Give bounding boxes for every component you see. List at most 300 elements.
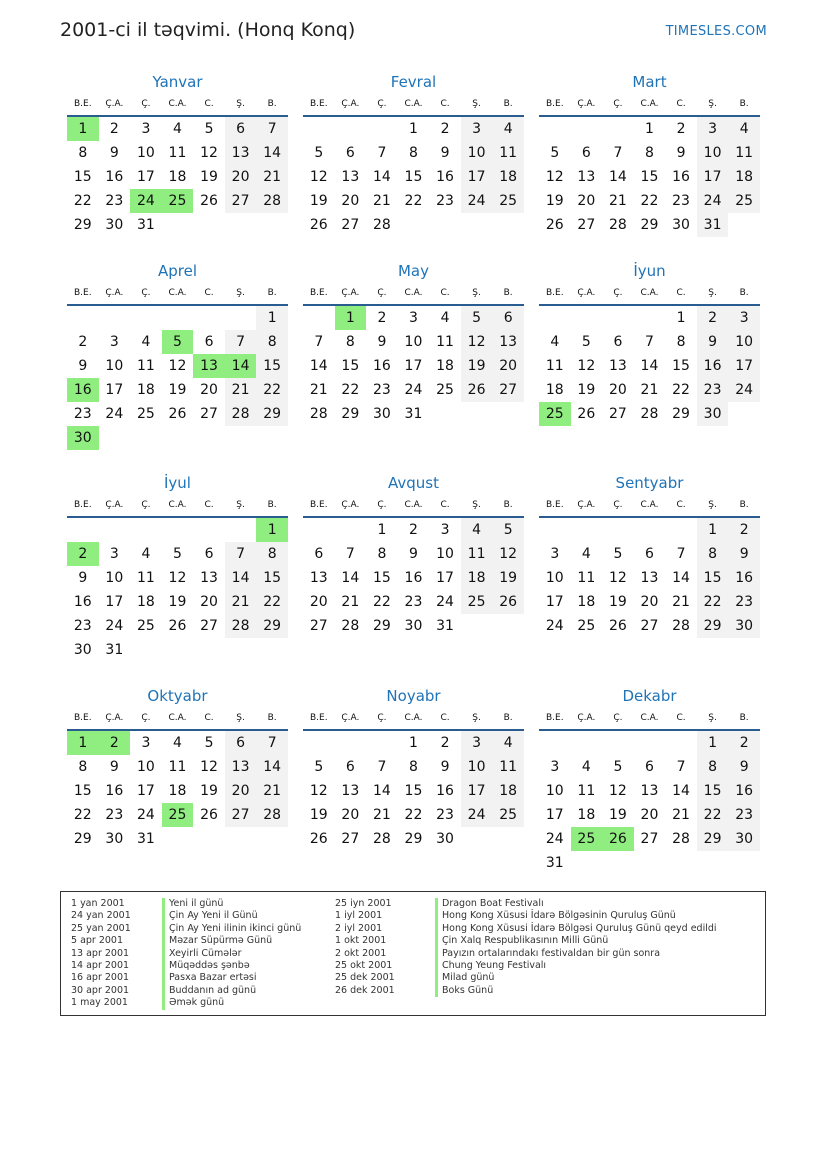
day-cell[interactable]: 18 (577, 594, 596, 610)
day-cell[interactable]: 14 (608, 169, 627, 185)
day-cell[interactable]: 4 (728, 117, 760, 141)
day-cell[interactable]: 11 (545, 358, 564, 374)
day-cell[interactable]: 26 (200, 807, 218, 823)
day-cell[interactable]: 7 (377, 145, 387, 161)
day-cell[interactable]: 19 (608, 807, 627, 823)
day-cell[interactable]: 15 (73, 783, 92, 799)
day-cell[interactable]: 29 (404, 831, 423, 847)
day-cell[interactable]: 23 (697, 378, 729, 402)
day-cell[interactable]: 7 (645, 334, 654, 350)
day-cell[interactable]: 26 (608, 618, 627, 634)
day-cell[interactable]: 2 (676, 121, 686, 137)
day-cell[interactable]: 5 (613, 546, 623, 562)
day-cell[interactable]: 19 (200, 783, 218, 799)
day-cell[interactable]: 22 (73, 193, 92, 209)
day-cell[interactable]: 20 (225, 165, 257, 189)
day-cell[interactable]: 9 (377, 334, 387, 350)
day-cell[interactable]: 3 (409, 310, 418, 326)
day-cell[interactable]: 28 (256, 189, 288, 213)
day-cell[interactable]: 24 (545, 618, 564, 634)
day-cell[interactable]: 6 (492, 306, 524, 330)
day-cell[interactable]: 30 (436, 831, 454, 847)
day-cell[interactable]: 3 (461, 731, 493, 755)
holiday-day-cell[interactable]: 25 (571, 827, 603, 851)
day-cell[interactable]: 30 (728, 614, 760, 638)
day-cell[interactable]: 2 (409, 522, 418, 538)
day-cell[interactable]: 20 (341, 193, 360, 209)
day-cell[interactable]: 15 (73, 169, 92, 185)
day-cell[interactable]: 1 (697, 518, 729, 542)
day-cell[interactable]: 30 (105, 217, 124, 233)
day-cell[interactable]: 25 (728, 189, 760, 213)
holiday-day-cell[interactable]: 2 (99, 731, 131, 755)
day-cell[interactable]: 16 (728, 779, 760, 803)
day-cell[interactable]: 7 (613, 145, 623, 161)
day-cell[interactable]: 1 (409, 735, 418, 751)
day-cell[interactable]: 8 (697, 755, 729, 779)
day-cell[interactable]: 20 (640, 594, 659, 610)
day-cell[interactable]: 13 (225, 755, 257, 779)
day-cell[interactable]: 2 (78, 334, 88, 350)
day-cell[interactable]: 14 (341, 570, 360, 586)
day-cell[interactable]: 29 (341, 406, 360, 422)
day-cell[interactable]: 20 (577, 193, 596, 209)
day-cell[interactable]: 26 (577, 406, 596, 422)
day-cell[interactable]: 2 (109, 121, 119, 137)
day-cell[interactable]: 23 (73, 618, 92, 634)
day-cell[interactable]: 31 (105, 642, 124, 658)
day-cell[interactable]: 12 (309, 783, 328, 799)
day-cell[interactable]: 31 (136, 831, 155, 847)
day-cell[interactable]: 26 (168, 618, 187, 634)
day-cell[interactable]: 6 (225, 731, 257, 755)
day-cell[interactable]: 10 (545, 783, 564, 799)
day-cell[interactable]: 15 (640, 169, 659, 185)
holiday-day-cell[interactable]: 24 (130, 189, 162, 213)
day-cell[interactable]: 19 (168, 594, 187, 610)
day-cell[interactable]: 28 (309, 406, 328, 422)
day-cell[interactable]: 13 (309, 570, 328, 586)
day-cell[interactable]: 19 (492, 566, 524, 590)
day-cell[interactable]: 12 (168, 358, 187, 374)
day-cell[interactable]: 17 (697, 165, 729, 189)
day-cell[interactable]: 9 (728, 755, 760, 779)
day-cell[interactable]: 19 (309, 193, 328, 209)
day-cell[interactable]: 11 (577, 783, 596, 799)
day-cell[interactable]: 29 (640, 217, 659, 233)
day-cell[interactable]: 14 (672, 570, 690, 586)
day-cell[interactable]: 16 (372, 358, 391, 374)
day-cell[interactable]: 2 (728, 731, 760, 755)
day-cell[interactable]: 13 (341, 783, 360, 799)
day-cell[interactable]: 3 (141, 121, 151, 137)
day-cell[interactable]: 20 (608, 382, 627, 398)
day-cell[interactable]: 13 (225, 141, 257, 165)
day-cell[interactable]: 17 (461, 165, 493, 189)
day-cell[interactable]: 23 (436, 193, 454, 209)
day-cell[interactable]: 9 (676, 145, 686, 161)
day-cell[interactable]: 8 (345, 334, 355, 350)
day-cell[interactable]: 27 (640, 831, 659, 847)
day-cell[interactable]: 19 (545, 193, 564, 209)
day-cell[interactable]: 23 (672, 193, 690, 209)
day-cell[interactable]: 28 (672, 831, 690, 847)
day-cell[interactable]: 4 (440, 310, 450, 326)
day-cell[interactable]: 15 (697, 566, 729, 590)
day-cell[interactable]: 3 (697, 117, 729, 141)
day-cell[interactable]: 6 (345, 759, 355, 775)
day-cell[interactable]: 22 (404, 193, 423, 209)
day-cell[interactable]: 24 (105, 618, 124, 634)
day-cell[interactable]: 22 (73, 807, 92, 823)
day-cell[interactable]: 14 (256, 755, 288, 779)
day-cell[interactable]: 23 (73, 406, 92, 422)
day-cell[interactable]: 13 (608, 358, 627, 374)
day-cell[interactable]: 10 (136, 145, 155, 161)
day-cell[interactable]: 21 (672, 807, 690, 823)
day-cell[interactable]: 30 (73, 642, 92, 658)
day-cell[interactable]: 12 (200, 759, 218, 775)
day-cell[interactable]: 9 (109, 145, 119, 161)
holiday-day-cell[interactable]: 25 (162, 803, 194, 827)
day-cell[interactable]: 23 (105, 193, 124, 209)
day-cell[interactable]: 25 (436, 382, 454, 398)
day-cell[interactable]: 1 (256, 306, 288, 330)
day-cell[interactable]: 21 (372, 193, 391, 209)
day-cell[interactable]: 24 (728, 378, 760, 402)
day-cell[interactable]: 3 (550, 759, 560, 775)
day-cell[interactable]: 6 (204, 334, 214, 350)
day-cell[interactable]: 14 (372, 783, 391, 799)
day-cell[interactable]: 28 (640, 406, 659, 422)
day-cell[interactable]: 17 (404, 358, 423, 374)
day-cell[interactable]: 8 (256, 330, 288, 354)
day-cell[interactable]: 4 (461, 518, 493, 542)
day-cell[interactable]: 9 (697, 330, 729, 354)
day-cell[interactable]: 22 (256, 378, 288, 402)
day-cell[interactable]: 5 (204, 121, 214, 137)
day-cell[interactable]: 28 (341, 618, 360, 634)
day-cell[interactable]: 19 (608, 594, 627, 610)
day-cell[interactable]: 3 (461, 117, 493, 141)
day-cell[interactable]: 9 (728, 542, 760, 566)
day-cell[interactable]: 27 (200, 618, 218, 634)
day-cell[interactable]: 23 (728, 590, 760, 614)
day-cell[interactable]: 2 (440, 121, 450, 137)
day-cell[interactable]: 6 (613, 334, 623, 350)
day-cell[interactable]: 14 (640, 358, 659, 374)
day-cell[interactable]: 15 (341, 358, 360, 374)
day-cell[interactable]: 19 (200, 169, 218, 185)
day-cell[interactable]: 9 (78, 358, 88, 374)
day-cell[interactable]: 31 (136, 217, 155, 233)
day-cell[interactable]: 20 (341, 807, 360, 823)
day-cell[interactable]: 17 (105, 382, 124, 398)
day-cell[interactable]: 9 (440, 759, 450, 775)
day-cell[interactable]: 20 (309, 594, 328, 610)
day-cell[interactable]: 16 (105, 783, 124, 799)
day-cell[interactable]: 6 (314, 546, 324, 562)
day-cell[interactable]: 21 (640, 382, 659, 398)
day-cell[interactable]: 24 (404, 382, 423, 398)
day-cell[interactable]: 11 (461, 542, 493, 566)
day-cell[interactable]: 11 (168, 145, 187, 161)
day-cell[interactable]: 21 (256, 165, 288, 189)
day-cell[interactable]: 3 (728, 306, 760, 330)
day-cell[interactable]: 27 (640, 618, 659, 634)
day-cell[interactable]: 30 (372, 406, 391, 422)
day-cell[interactable]: 8 (409, 145, 418, 161)
day-cell[interactable]: 5 (581, 334, 591, 350)
day-cell[interactable]: 24 (697, 189, 729, 213)
day-cell[interactable]: 15 (404, 169, 423, 185)
day-cell[interactable]: 1 (377, 522, 387, 538)
day-cell[interactable]: 4 (173, 735, 182, 751)
day-cell[interactable]: 10 (136, 759, 155, 775)
day-cell[interactable]: 3 (550, 546, 560, 562)
day-cell[interactable]: 21 (256, 779, 288, 803)
holiday-day-cell[interactable]: 1 (67, 731, 99, 755)
day-cell[interactable]: 18 (436, 358, 454, 374)
day-cell[interactable]: 16 (697, 354, 729, 378)
day-cell[interactable]: 11 (136, 570, 155, 586)
day-cell[interactable]: 18 (461, 566, 493, 590)
day-cell[interactable]: 3 (109, 334, 119, 350)
day-cell[interactable]: 27 (341, 217, 360, 233)
day-cell[interactable]: 7 (225, 330, 257, 354)
day-cell[interactable]: 18 (168, 783, 187, 799)
day-cell[interactable]: 8 (377, 546, 387, 562)
day-cell[interactable]: 4 (581, 759, 591, 775)
day-cell[interactable]: 17 (461, 779, 493, 803)
day-cell[interactable]: 15 (404, 783, 423, 799)
day-cell[interactable]: 7 (256, 117, 288, 141)
day-cell[interactable]: 18 (168, 169, 187, 185)
day-cell[interactable]: 26 (309, 217, 328, 233)
day-cell[interactable]: 4 (492, 117, 524, 141)
day-cell[interactable]: 30 (697, 402, 729, 426)
day-cell[interactable]: 6 (645, 546, 654, 562)
day-cell[interactable]: 24 (461, 189, 493, 213)
day-cell[interactable]: 5 (314, 759, 324, 775)
day-cell[interactable]: 18 (136, 382, 155, 398)
day-cell[interactable]: 11 (492, 141, 524, 165)
day-cell[interactable]: 21 (225, 378, 257, 402)
day-cell[interactable]: 22 (640, 193, 659, 209)
day-cell[interactable]: 15 (256, 566, 288, 590)
holiday-day-cell[interactable]: 13 (193, 354, 225, 378)
day-cell[interactable]: 16 (436, 169, 454, 185)
day-cell[interactable]: 1 (697, 731, 729, 755)
day-cell[interactable]: 29 (256, 614, 288, 638)
day-cell[interactable]: 27 (608, 406, 627, 422)
day-cell[interactable]: 18 (577, 807, 596, 823)
holiday-day-cell[interactable]: 1 (335, 306, 367, 330)
day-cell[interactable]: 25 (136, 406, 155, 422)
day-cell[interactable]: 10 (105, 570, 124, 586)
day-cell[interactable]: 12 (608, 783, 627, 799)
day-cell[interactable]: 7 (256, 731, 288, 755)
day-cell[interactable]: 19 (168, 382, 187, 398)
day-cell[interactable]: 6 (204, 546, 214, 562)
day-cell[interactable]: 6 (645, 759, 654, 775)
day-cell[interactable]: 7 (225, 542, 257, 566)
day-cell[interactable]: 7 (676, 546, 686, 562)
day-cell[interactable]: 29 (73, 831, 92, 847)
day-cell[interactable]: 28 (225, 614, 257, 638)
day-cell[interactable]: 21 (372, 807, 391, 823)
day-cell[interactable]: 20 (200, 382, 218, 398)
day-cell[interactable]: 6 (345, 145, 355, 161)
day-cell[interactable]: 7 (676, 759, 686, 775)
day-cell[interactable]: 14 (672, 783, 690, 799)
day-cell[interactable]: 2 (728, 518, 760, 542)
holiday-day-cell[interactable]: 30 (67, 426, 99, 450)
day-cell[interactable]: 7 (345, 546, 355, 562)
day-cell[interactable]: 27 (225, 803, 257, 827)
day-cell[interactable]: 8 (409, 759, 418, 775)
day-cell[interactable]: 24 (136, 807, 155, 823)
day-cell[interactable]: 28 (256, 803, 288, 827)
day-cell[interactable]: 28 (372, 217, 391, 233)
day-cell[interactable]: 10 (404, 334, 423, 350)
day-cell[interactable]: 1 (409, 121, 418, 137)
holiday-day-cell[interactable]: 1 (256, 518, 288, 542)
day-cell[interactable]: 13 (577, 169, 596, 185)
day-cell[interactable]: 12 (492, 542, 524, 566)
day-cell[interactable]: 12 (577, 358, 596, 374)
day-cell[interactable]: 13 (341, 169, 360, 185)
day-cell[interactable]: 27 (200, 406, 218, 422)
day-cell[interactable]: 29 (256, 402, 288, 426)
day-cell[interactable]: 9 (409, 546, 418, 562)
day-cell[interactable]: 13 (492, 330, 524, 354)
day-cell[interactable]: 26 (545, 217, 564, 233)
day-cell[interactable]: 26 (492, 590, 524, 614)
day-cell[interactable]: 30 (105, 831, 124, 847)
day-cell[interactable]: 10 (697, 141, 729, 165)
day-cell[interactable]: 15 (372, 570, 391, 586)
day-cell[interactable]: 5 (173, 546, 182, 562)
day-cell[interactable]: 21 (309, 382, 328, 398)
day-cell[interactable]: 11 (492, 755, 524, 779)
day-cell[interactable]: 24 (436, 594, 454, 610)
site-brand-link[interactable]: TIMESLES.COM (665, 24, 767, 39)
day-cell[interactable]: 3 (109, 546, 119, 562)
day-cell[interactable]: 19 (577, 382, 596, 398)
day-cell[interactable]: 31 (404, 406, 423, 422)
day-cell[interactable]: 14 (309, 358, 328, 374)
day-cell[interactable]: 29 (697, 614, 729, 638)
day-cell[interactable]: 5 (550, 145, 560, 161)
day-cell[interactable]: 8 (645, 145, 654, 161)
day-cell[interactable]: 29 (672, 406, 690, 422)
day-cell[interactable]: 23 (404, 594, 423, 610)
day-cell[interactable]: 8 (256, 542, 288, 566)
day-cell[interactable]: 9 (440, 145, 450, 161)
day-cell[interactable]: 23 (105, 807, 124, 823)
day-cell[interactable]: 17 (728, 354, 760, 378)
day-cell[interactable]: 10 (461, 141, 493, 165)
day-cell[interactable]: 18 (136, 594, 155, 610)
day-cell[interactable]: 20 (640, 807, 659, 823)
day-cell[interactable]: 2 (697, 306, 729, 330)
day-cell[interactable]: 22 (697, 803, 729, 827)
day-cell[interactable]: 26 (309, 831, 328, 847)
day-cell[interactable]: 21 (672, 594, 690, 610)
day-cell[interactable]: 16 (672, 169, 690, 185)
day-cell[interactable]: 22 (697, 590, 729, 614)
day-cell[interactable]: 21 (341, 594, 360, 610)
day-cell[interactable]: 28 (225, 402, 257, 426)
day-cell[interactable]: 14 (372, 169, 391, 185)
day-cell[interactable]: 29 (697, 827, 729, 851)
day-cell[interactable]: 17 (545, 594, 564, 610)
day-cell[interactable]: 29 (372, 618, 391, 634)
day-cell[interactable]: 18 (492, 779, 524, 803)
day-cell[interactable]: 8 (78, 145, 88, 161)
day-cell[interactable]: 25 (492, 189, 524, 213)
day-cell[interactable]: 10 (461, 755, 493, 779)
day-cell[interactable]: 5 (613, 759, 623, 775)
day-cell[interactable]: 21 (608, 193, 627, 209)
day-cell[interactable]: 28 (672, 618, 690, 634)
day-cell[interactable]: 28 (608, 217, 627, 233)
day-cell[interactable]: 13 (640, 783, 659, 799)
day-cell[interactable]: 12 (309, 169, 328, 185)
day-cell[interactable]: 6 (225, 117, 257, 141)
day-cell[interactable]: 22 (372, 594, 391, 610)
day-cell[interactable]: 5 (492, 518, 524, 542)
holiday-day-cell[interactable]: 14 (225, 354, 257, 378)
day-cell[interactable]: 16 (436, 783, 454, 799)
day-cell[interactable]: 3 (141, 735, 151, 751)
day-cell[interactable]: 18 (545, 382, 564, 398)
day-cell[interactable]: 4 (550, 334, 560, 350)
day-cell[interactable]: 12 (608, 570, 627, 586)
day-cell[interactable]: 10 (545, 570, 564, 586)
day-cell[interactable]: 26 (200, 193, 218, 209)
day-cell[interactable]: 30 (404, 618, 423, 634)
day-cell[interactable]: 26 (168, 406, 187, 422)
day-cell[interactable]: 14 (256, 141, 288, 165)
day-cell[interactable]: 20 (225, 779, 257, 803)
day-cell[interactable]: 17 (545, 807, 564, 823)
day-cell[interactable]: 31 (545, 855, 564, 871)
day-cell[interactable]: 25 (492, 803, 524, 827)
holiday-day-cell[interactable]: 25 (539, 402, 571, 426)
day-cell[interactable]: 6 (581, 145, 591, 161)
day-cell[interactable]: 4 (492, 731, 524, 755)
day-cell[interactable]: 10 (105, 358, 124, 374)
day-cell[interactable]: 17 (136, 169, 155, 185)
day-cell[interactable]: 24 (105, 406, 124, 422)
day-cell[interactable]: 15 (672, 358, 690, 374)
day-cell[interactable]: 27 (309, 618, 328, 634)
day-cell[interactable]: 23 (728, 803, 760, 827)
holiday-day-cell[interactable]: 2 (67, 542, 99, 566)
day-cell[interactable]: 18 (728, 165, 760, 189)
holiday-day-cell[interactable]: 1 (67, 117, 99, 141)
day-cell[interactable]: 30 (728, 827, 760, 851)
day-cell[interactable]: 27 (225, 189, 257, 213)
day-cell[interactable]: 21 (225, 590, 257, 614)
day-cell[interactable]: 1 (676, 310, 686, 326)
day-cell[interactable]: 13 (200, 570, 218, 586)
day-cell[interactable]: 22 (404, 807, 423, 823)
day-cell[interactable]: 4 (141, 546, 151, 562)
holiday-day-cell[interactable]: 16 (67, 378, 99, 402)
